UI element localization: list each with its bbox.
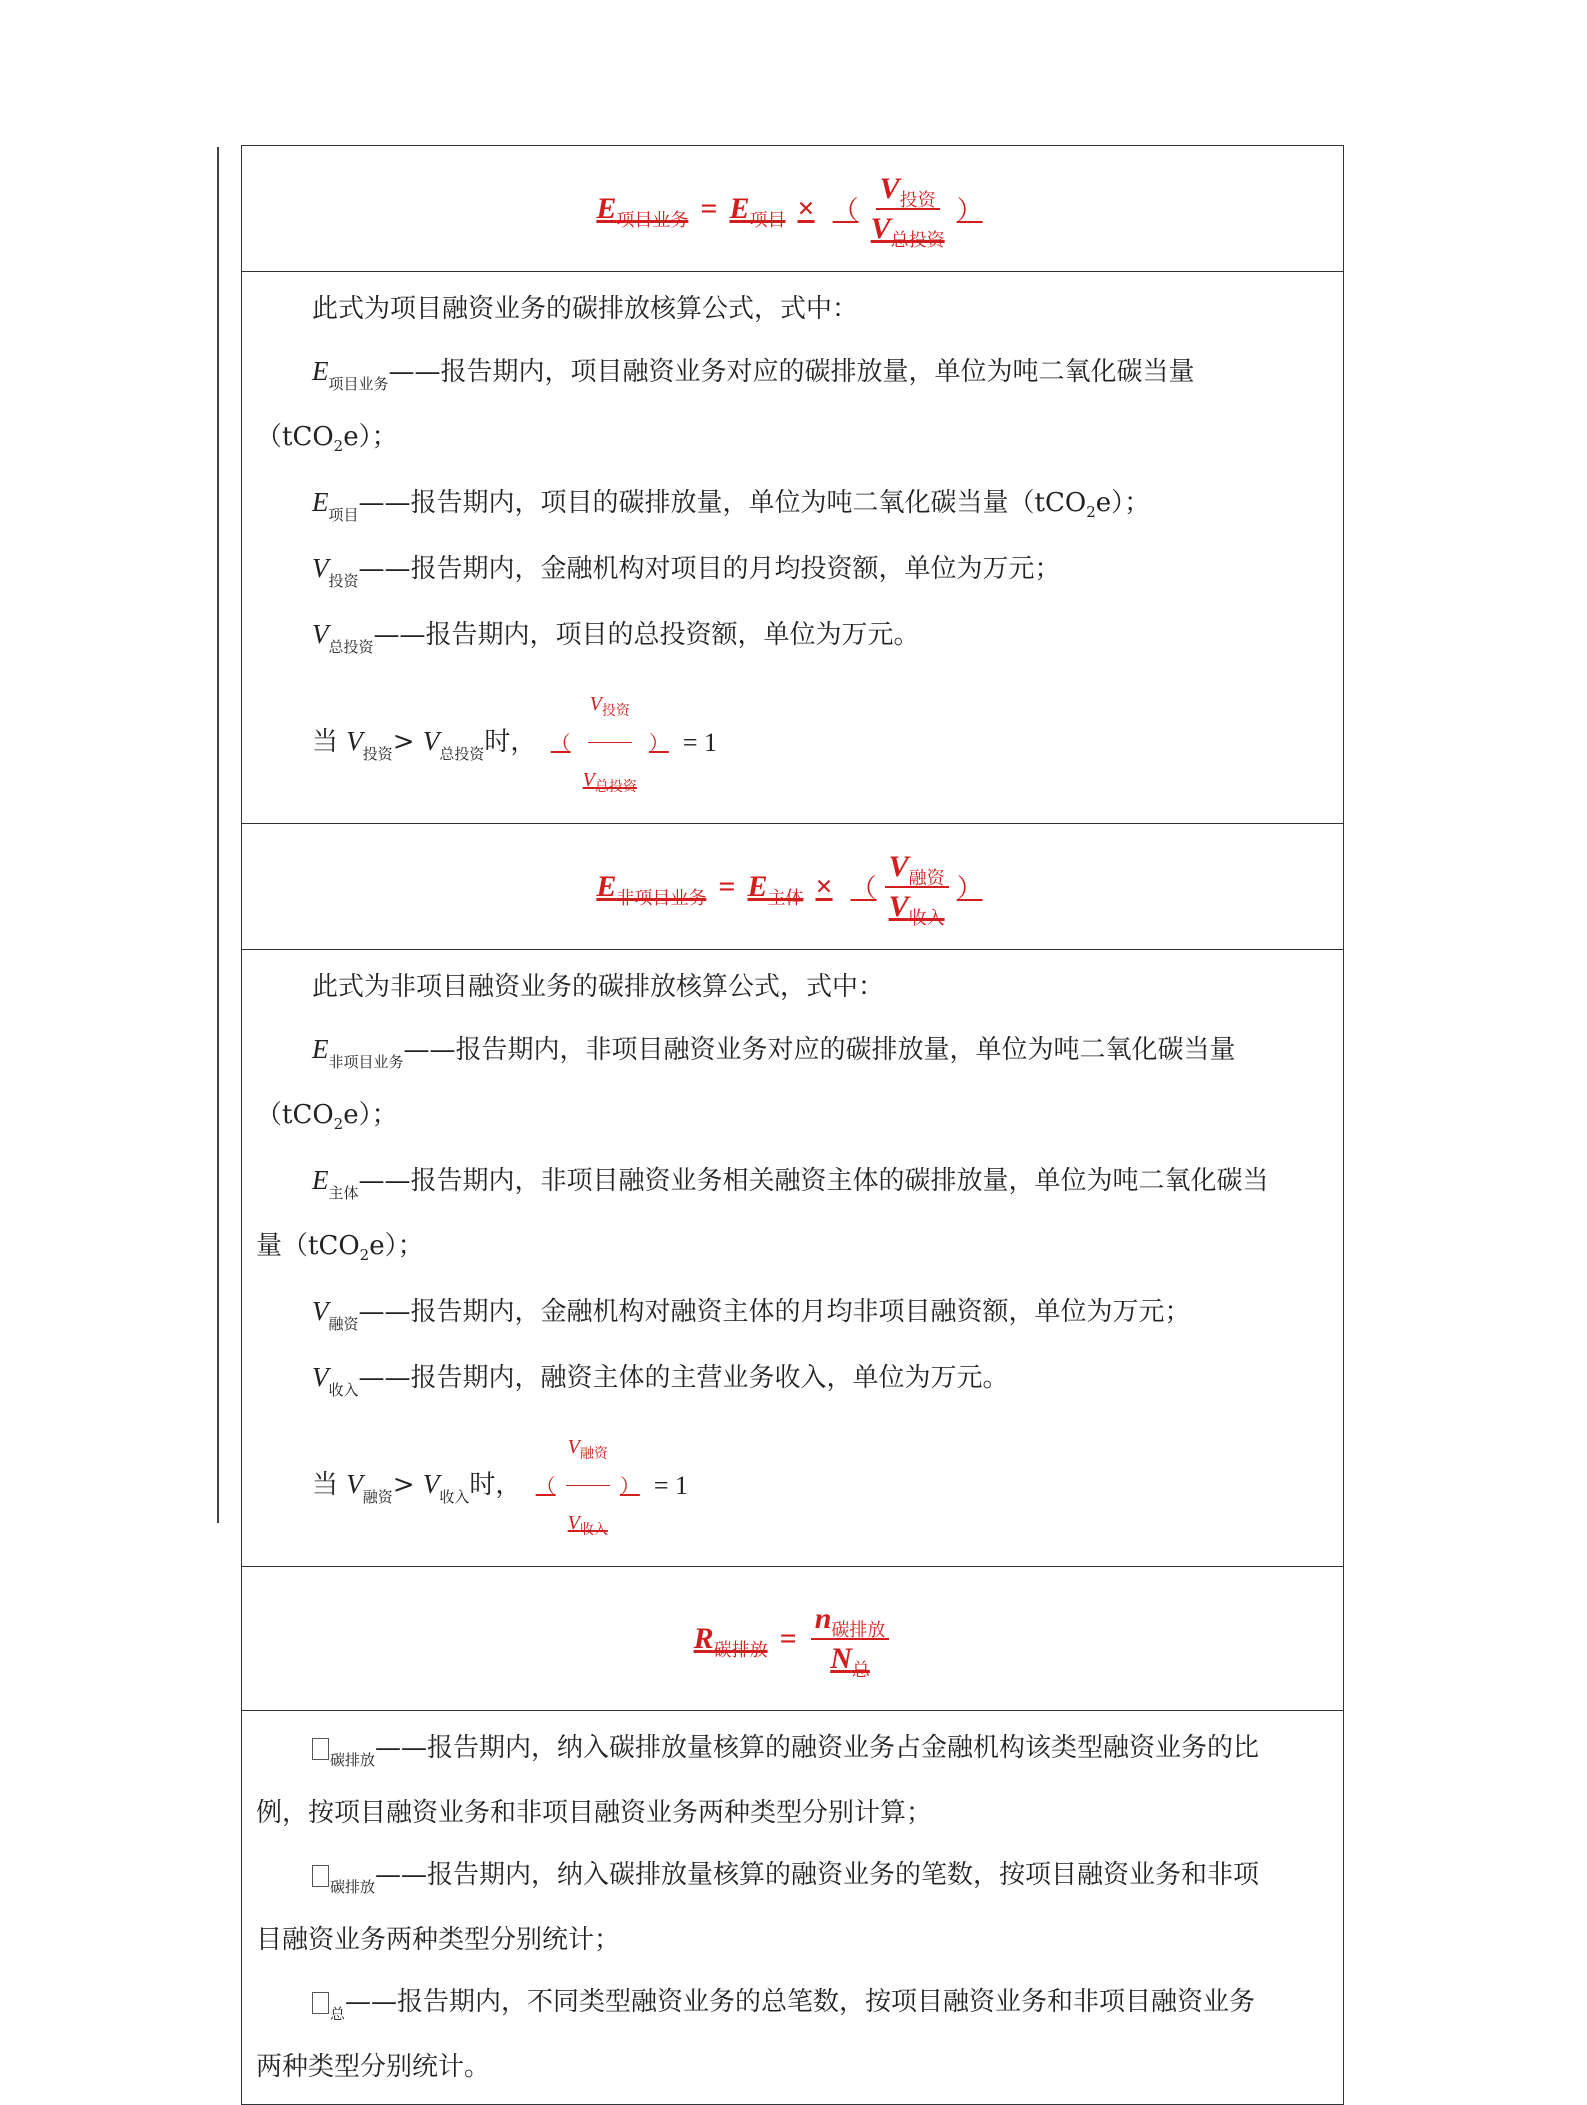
margin-rule xyxy=(217,147,219,1523)
intro-text: 此式为非项目融资业务的碳排放核算公式，式中： xyxy=(312,972,885,1002)
formula-emission-ratio: $R_{碳排放}$ = $\frac{n_{碳排放}}{N_总}$ xyxy=(694,1602,892,1676)
definition-line: $V_{收入}——$报告期内，融资主体的主营业务收入，单位为万元。 xyxy=(312,1362,1009,1399)
condition-line: 当 $V_{融资}> V_{收入}$时， （ $\frac{V_{融资}}{V_{收入}}$ ） = 1 xyxy=(256,1412,1329,1560)
definition-line: $_{碳排放}$——报告期内，纳入碳排放量核算的融资业务的笔数，按项目融资业务和非项 xyxy=(256,1844,1329,1909)
missing-glyph-icon xyxy=(312,1992,329,2014)
formula-row-ratio xyxy=(242,1567,1344,1711)
explanation-row-project xyxy=(242,272,1344,824)
definition-line: $_{碳排放}$——报告期内，纳入碳排放量核算的融资业务占金融机构该类型融资业务的比 xyxy=(256,1717,1329,1782)
definition-continuation: （tCO$_2$e）； xyxy=(256,1100,398,1133)
formula-row-nonproject xyxy=(242,824,1344,950)
formula-table xyxy=(241,145,1344,2105)
condition-formula: （ $\frac{V_{投资}}{V_{总投资}}$ ） xyxy=(545,669,675,817)
definition-continuation: 目融资业务两种类型分别统计； xyxy=(256,1925,621,1955)
condition-line: 当 $V_{投资}> V_{总投资}$时， （ $\frac{V_{投资}}{V_{总投资}}$ ） = 1 xyxy=(256,669,1329,817)
definition-line: $E_{主体}——$报告期内，非项目融资业务相关融资主体的碳排放量，单位为吨二氧化碳当 xyxy=(312,1165,1269,1202)
missing-glyph-icon xyxy=(312,1738,329,1760)
missing-glyph-icon xyxy=(312,1865,329,1887)
definition-line: $E_{项目}——$报告期内，项目的碳排放量，单位为吨二氧化碳当量（tCO$_2$e）； xyxy=(312,487,1151,524)
intro-text: 此式为项目融资业务的碳排放核算公式，式中： xyxy=(312,294,859,324)
definition-line: $E_{项目业务}——$报告期内，项目融资业务对应的碳排放量，单位为吨二氧化碳当量 xyxy=(312,356,1195,393)
definition-line: $_总$——报告期内，不同类型融资业务的总笔数，按项目融资业务和非项目融资业务 xyxy=(256,1971,1329,2036)
definition-line: $V_{融资}——$报告期内，金融机构对融资主体的月均非项目融资额，单位为万元； xyxy=(312,1296,1191,1333)
definition-line: $V_{总投资}——$报告期内，项目的总投资额，单位为万元。 xyxy=(312,619,920,656)
definition-line: $E_{非项目业务}——$报告期内，非项目融资业务对应的碳排放量，单位为吨二氧化碳当量 xyxy=(312,1034,1236,1071)
explanation-row-nonproject xyxy=(242,950,1344,1567)
definition-continuation: （tCO$_2$e）； xyxy=(256,422,398,455)
fraction: $\frac{n_{碳排放}}{N_总}$ xyxy=(811,1602,890,1676)
condition-formula: （ $\frac{V_{融资}}{V_{收入}}$ ） xyxy=(530,1412,646,1560)
explanation-row-ratio xyxy=(242,1711,1344,2105)
fraction: $\frac{V_{融资}}{V_{收入}}$ xyxy=(885,850,949,924)
formula-row-project xyxy=(242,146,1344,272)
definition-continuation: 量（tCO$_2$e）； xyxy=(256,1231,424,1264)
definition-continuation: 例，按项目融资业务和非项目融资业务两种类型分别计算； xyxy=(256,1798,933,1828)
formula-nonproject-business: $E_{非项目业务}$ = $E_{主体}$ × （ $\frac{V_{融资}}{V_{收入}}$ ） xyxy=(596,849,983,929)
definition-continuation: 两种类型分别统计。 xyxy=(256,2052,491,2082)
definition-line: $V_{投资}——$报告期内，金融机构对项目的月均投资额，单位为万元； xyxy=(312,553,1061,590)
fraction: $\frac{V_{投资}}{V_{总投资}}$ xyxy=(870,171,945,251)
formula-project-business: $E_{项目业务}$ = $E_{项目}$ × （ $\frac{V_{投资}}{V_{总投资}}$ ） xyxy=(596,171,983,251)
